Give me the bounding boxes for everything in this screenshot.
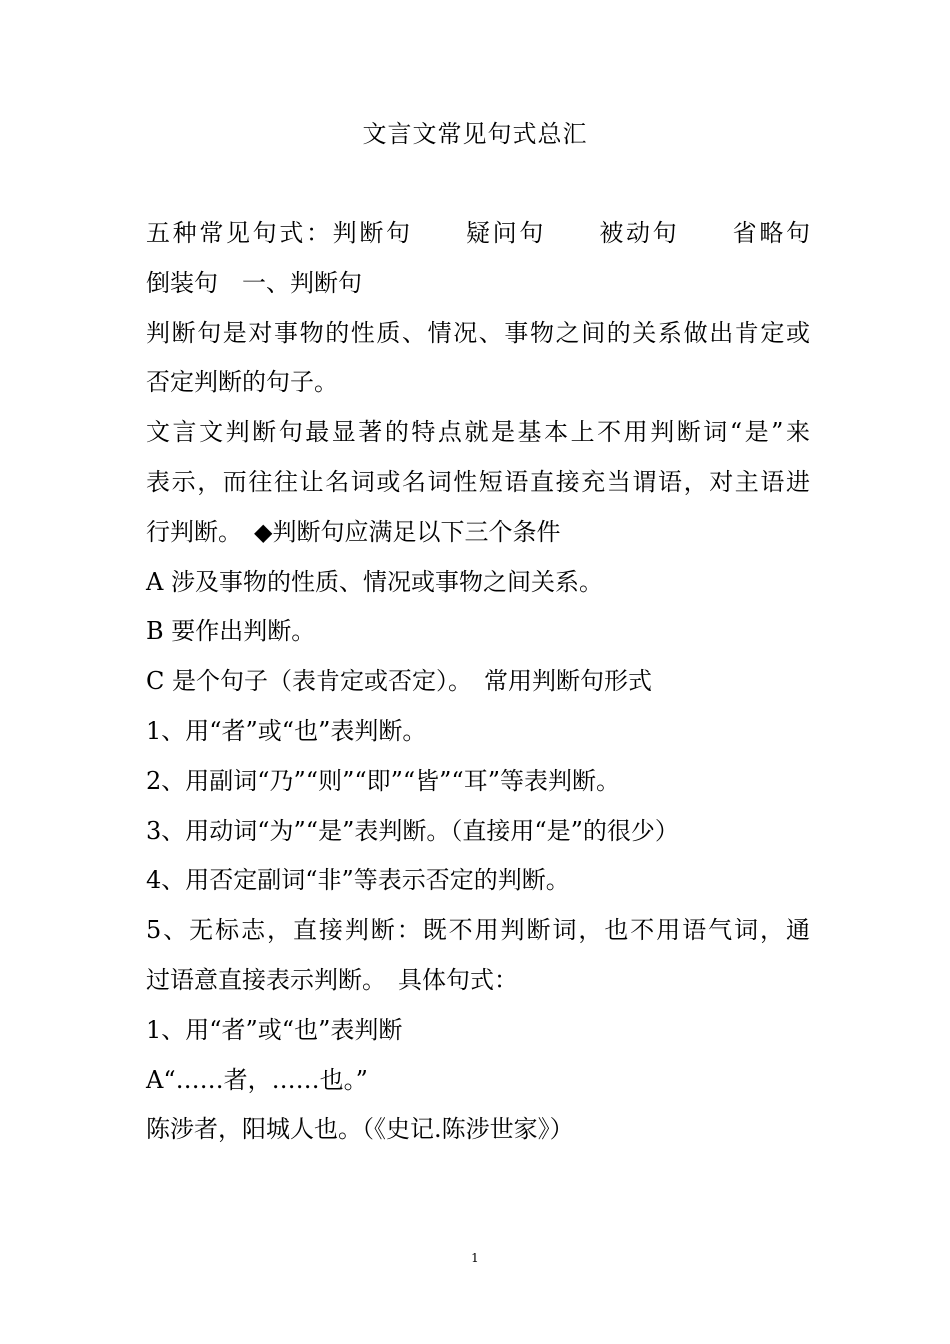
text-line: A 涉及事物的性质、情况或事物之间关系。 [146, 567, 603, 596]
text-line: B 要作出判断。 [146, 617, 316, 646]
text-line: 1、用“者”或“也”表判断。 [146, 716, 427, 745]
document-title: 文言文常见句式总汇 [362, 120, 588, 148]
document-body [146, 209, 810, 1155]
text-line: 3、用动词“为”“是”表判断。（直接用“是”的很少） [146, 816, 679, 845]
text-line: 判断句是对事物的性质、情况、事物之间的关系做出肯定或 [146, 318, 810, 347]
text-line: 表示，而往往让名词或名词性短语直接充当谓语，对主语进 [146, 467, 810, 496]
text-line: 2、用副词“乃”“则”“即”“皆”“耳”等表判断。 [146, 766, 620, 795]
text-line: C 是个句子（表肯定或否定）。 常用判断句形式 [146, 667, 652, 696]
text-line: 过语意直接表示判断。 具体句式： [146, 965, 518, 994]
page-number: 1 [471, 1251, 479, 1265]
text-line: 五种常见句式：判断句 疑问句 被动句 省略句 [146, 219, 810, 247]
text-line: 行判断。 ◆判断句应满足以下三个条件 [146, 517, 561, 546]
text-line: 4、用否定副词“非”等表示否定的判断。 [146, 866, 570, 895]
text-line: 倒装句 一、判断句 [146, 268, 362, 297]
text-line: 陈涉者，阳城人也。（《史记.陈涉世家》） [146, 1115, 574, 1144]
text-line: 文言文判断句最显著的特点就是基本上不用判断词“是”来 [146, 418, 810, 447]
text-line: 1、用“者”或“也”表判断 [146, 1015, 403, 1044]
text-line: 5、无标志，直接判断：既不用判断词，也不用语气词，通 [146, 916, 810, 945]
text-line: 否定判断的句子。 [146, 368, 338, 397]
text-line: A“……者，……也。” [146, 1065, 368, 1094]
